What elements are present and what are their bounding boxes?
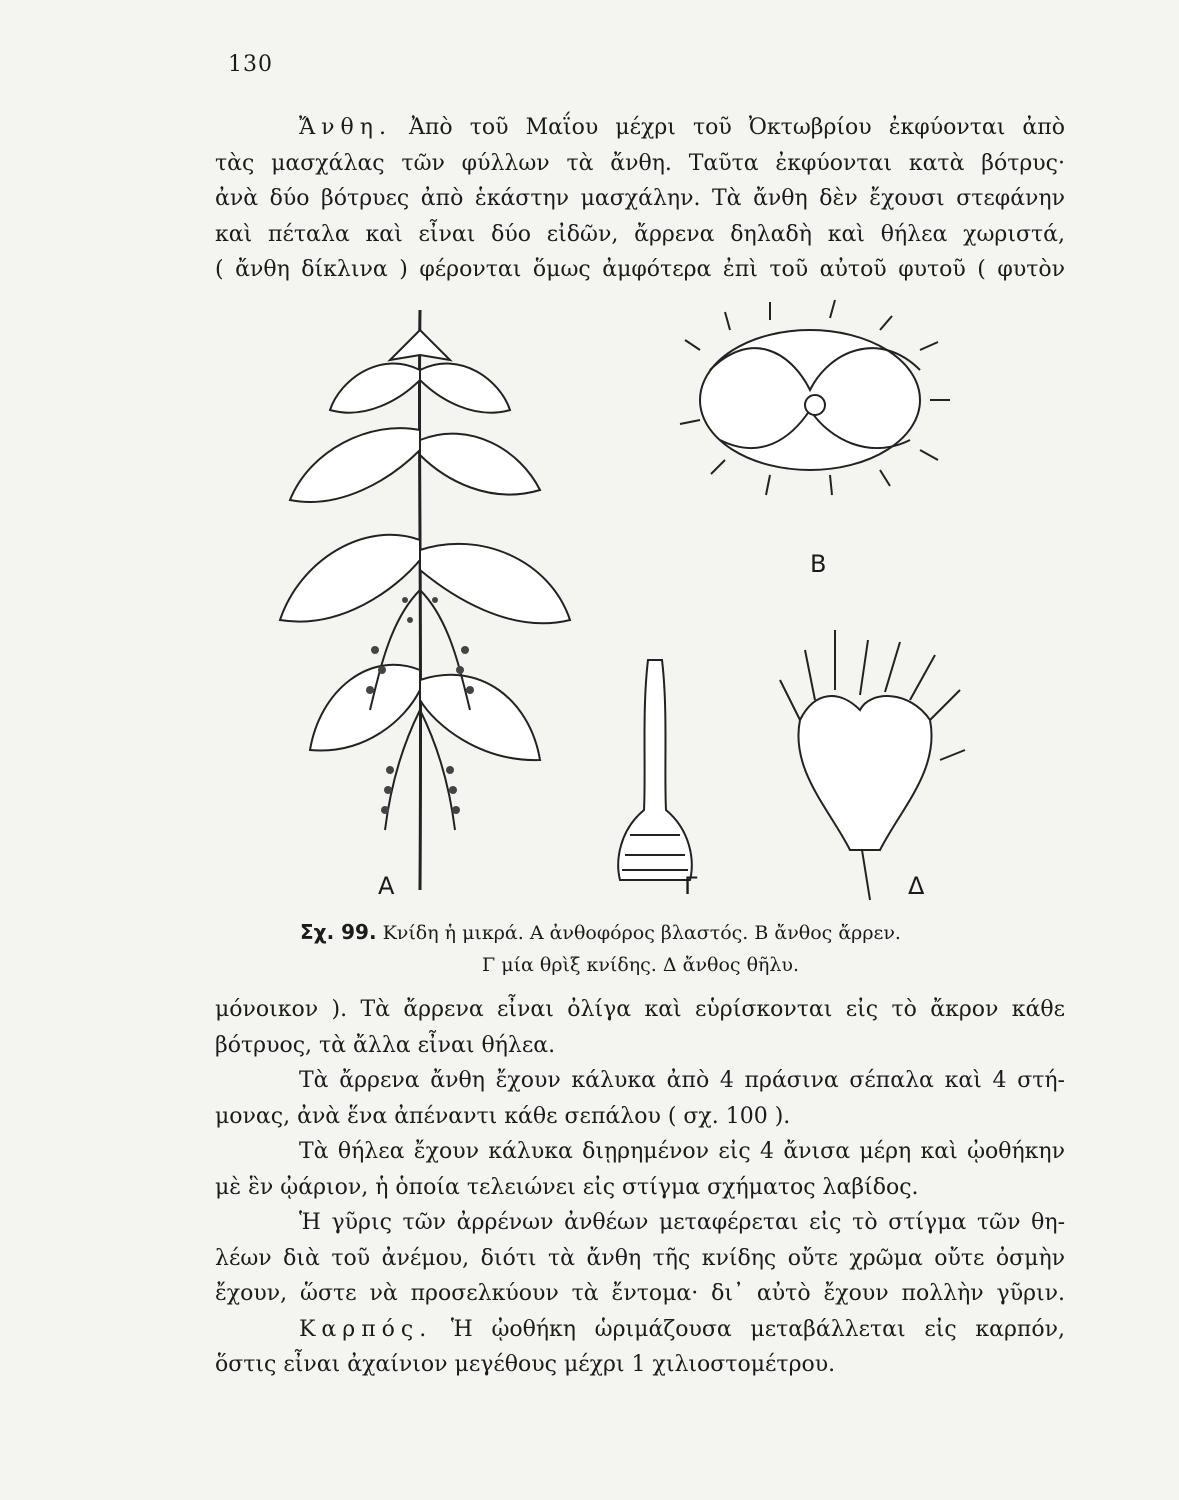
figure-number: Σχ. 99. [300, 920, 377, 944]
flowering-shoot-drawing [280, 310, 570, 890]
text-line: λέων διὰ τοῦ ἀνέμου, διότι τὰ ἄνθη τῆς κνίδης οὔτε χρῶμα οὔτε ὀσμὴν [215, 1245, 1065, 1271]
text-line: καὶ πέταλα καὶ εἶναι δύο εἰδῶν, ἄρρενα δηλαδὴ καὶ θήλεα χωριστά, [215, 221, 1065, 247]
text-line: Καρπός. Ἡ ᾠοθήκη ὡριμάζουσα μεταβάλλεται εἰς καρπόν, [299, 1316, 1065, 1342]
text-line: ἔχουν, ὥστε νὰ προσελκύουν τὰ ἔντομα· δι᾽ αὐτὸ ἔχουν πολλὴν γῦριν. [215, 1281, 1065, 1306]
top-paragraph [215, 110, 1065, 288]
female-flower-drawing [780, 630, 965, 900]
male-flower-drawing [680, 300, 950, 495]
bottom-paragraphs [215, 992, 1065, 1383]
text-line: ( ἄνθη δίκλινα ) φέρονται ὅμως ἀμφότερα ἐπὶ τοῦ αὐτοῦ φυτοῦ ( φυτὸν [215, 257, 1065, 282]
nettle-illustration [270, 290, 1080, 930]
figure-label-c: Γ [684, 872, 698, 900]
section-lead-karpos: Καρπός. [299, 1316, 433, 1342]
text-line: μονας, ἀνὰ ἕνα ἀπέναντι κάθε σεπάλου ( σχ. 100 ). [215, 1103, 791, 1129]
text-line: μόνοικον ). Τὰ ἄρρενα εἶναι ὀλίγα καὶ εὑρίσκονται εἰς τὸ ἄκρον κάθε [215, 997, 1065, 1022]
page-number: 130 [228, 52, 273, 77]
text-line: μὲ ἓν ᾠάριον, ἡ ὁποία τελειώνει εἰς στίγμα σχήματος λαβίδος. [215, 1174, 919, 1200]
section-lead-anthi: Ἄνθη. [299, 115, 392, 140]
figure-caption [300, 916, 1020, 981]
text-line: βότρυος, τὰ ἄλλα εἶναι θήλεα. [215, 1032, 556, 1058]
text-line: Τὰ θήλεα ἔχουν κάλυκα διῃρημένον εἰς 4 ἄνισα μέρη καὶ ᾠοθήκην [299, 1139, 1065, 1164]
caption-line-1: Σχ. 99. Κνίδη ἡ μικρά. Α ἀνθοφόρος βλαστός. Β ἄνθος ἄρρεν. [300, 920, 901, 944]
figure-label-b: Β [810, 550, 827, 578]
text-line: ὅστις εἶναι ἀχαίνιον μεγέθους μέχρι 1 χιλιοστομέτρου. [215, 1352, 836, 1377]
text-line: Ἄνθη. Ἀπὸ τοῦ Μαΐου μέχρι τοῦ Ὀκτωβρίου ἐκφύονται ἀπὸ [299, 115, 1065, 140]
figure-label-d: Δ [908, 872, 925, 900]
text-line: Ἡ γῦρις τῶν ἀρρένων ἀνθέων μεταφέρεται εἰς τὸ στίγμα τῶν θη- [299, 1210, 1065, 1235]
text-line: ἀνὰ δύο βότρυες ἀπὸ ἑκάστην μασχάλην. Τὰ ἄνθη δὲν ἔχουσι στεφάνην [215, 186, 1065, 211]
caption-line-2: Γ μία θρὶξ κνίδης. Δ ἄνθος θῆλυ. [482, 954, 800, 976]
nettle-figure [270, 290, 1080, 930]
text-line: Τὰ ἄρρενα ἄνθη ἔχουν κάλυκα ἀπὸ 4 πράσινα σέπαλα καὶ 4 στή- [299, 1068, 1065, 1093]
figure-label-a: Α [378, 872, 395, 900]
stinging-hair-drawing [618, 660, 692, 880]
text-line: τὰς μασχάλας τῶν φύλλων τὰ ἄνθη. Ταῦτα ἐκφύονται κατὰ βότρυς· [215, 150, 1065, 176]
